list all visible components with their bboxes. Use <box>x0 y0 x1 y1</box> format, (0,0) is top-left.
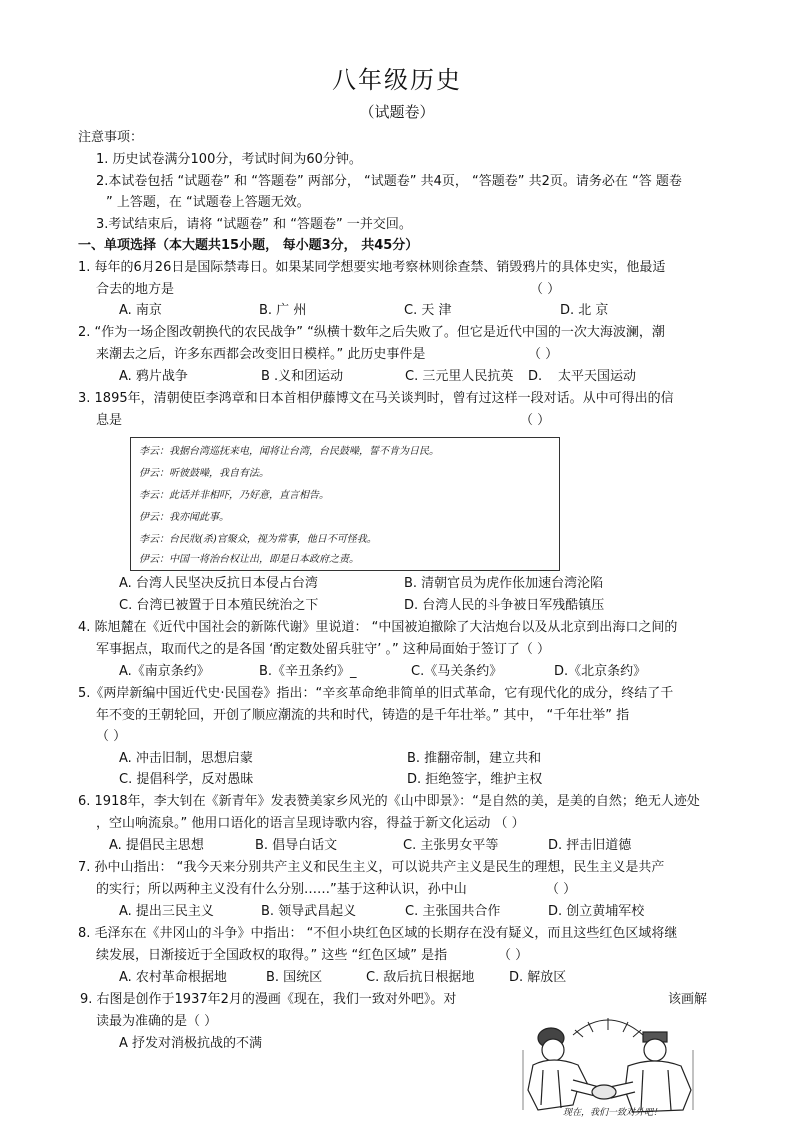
q6-line-2: ，空山响流泉。” 他用口语化的语言呈现诗歌内容，得益于新文化运动 （ ） <box>96 816 525 831</box>
q5-option-b: B. 推翻帝制，建立共和 <box>407 751 542 766</box>
q3-bracket: （ ） <box>520 413 551 428</box>
q1-option-b: B. 广 州 <box>259 303 307 318</box>
q8-option-d: D. 解放区 <box>509 970 567 985</box>
page-subtitle: （试题卷） <box>359 103 435 121</box>
notice-heading: 注意事项： <box>78 130 144 145</box>
q6-line-1: 6. 1918年，李大钊在《新青年》发表赞美家乡风光的《山中即景》：“是自然的美，是美的自然；绝无人迹处 <box>78 794 700 809</box>
q3-line-2: 息是 <box>96 413 123 428</box>
q5-option-c: C. 提倡科学，反对愚昧 <box>119 772 254 787</box>
cartoon-drawing <box>503 1010 713 1120</box>
q3-option-a: A. 台湾人民坚决反抗日本侵占台湾 <box>119 576 318 591</box>
q6-option-c: C. 主张男女平等 <box>403 838 499 853</box>
cartoon-illustration <box>503 1010 713 1120</box>
notice-item-1: 1. 历史试卷满分100分，考试时间为60分钟。 <box>96 152 362 167</box>
q7-option-b: B. 领导武昌起义 <box>261 904 357 919</box>
q2-line-1: 2. “作为一场企图改朝换代的农民战争” “纵横十数年之后失败了。但它是近代中国的一次大海波澜，潮 <box>78 325 665 340</box>
q6-option-d: D. 抨击旧道德 <box>548 838 632 853</box>
q5-line-1: 5.《两岸新编中国近代史·民国卷》指出：“辛亥革命绝非简单的旧式革命，它有现代化的成分，终结了千 <box>78 686 674 701</box>
q8-option-b: B. 国统区 <box>266 970 323 985</box>
q1-line-2: 合去的地方是 <box>96 282 175 297</box>
quote-line: 李云：此话并非相吓，乃好意，直言相告。 <box>139 490 329 501</box>
notice-item-3: 3.考试结束后，请将 “试题卷” 和 “答题卷” 一并交回。 <box>96 217 412 232</box>
q7-option-a: A. 提出三民主义 <box>119 904 214 919</box>
section-heading: 一、单项选择（本大题共15小题， 每小题3分， 共45分） <box>78 238 419 253</box>
q3-line-1: 3. 1895年，清朝使臣李鸿章和日本首相伊藤博文在马关谈判时，曾有过这样一段对话。从中可得出的信 <box>78 391 674 406</box>
q2-option-d-letter: D. <box>528 369 543 384</box>
q5-option-d: D. 拒绝签字，维护主权 <box>407 772 543 787</box>
quote-line: 伊云：听彼鼓噪，我自有法。 <box>139 468 269 479</box>
q4-option-b: B.《辛丑条约》_ <box>259 664 357 679</box>
q9-option-a: A 抒发对消极抗战的不满 <box>119 1036 263 1051</box>
quote-line: 李云：台民戕(杀)官聚众，视为常事，他日不可怪我。 <box>139 534 377 545</box>
q9-line-1: 9. 右图是创作于1937年2月的漫画《现在，我们一致对外吧》。对 <box>80 992 457 1007</box>
cartoon-caption: 现在，我们一致对外吧！ <box>563 1108 663 1118</box>
q8-option-c: C. 敌后抗日根据地 <box>366 970 475 985</box>
q6-option-a: A. 提倡民主思想 <box>109 838 204 853</box>
q5-line-2: 年不变的王朝轮回，开创了顺应潮流的共和时代，铸造的是千年壮举。” 其中， “千年壮举” 指 <box>96 708 630 723</box>
quote-line: 李云：我据台湾巡抚来电，闻将让台湾，台民鼓噪，誓不肯为日民。 <box>139 446 439 457</box>
q4-option-d: D.《北京条约》 <box>554 664 647 679</box>
q2-option-d: 太平天国运动 <box>558 369 637 384</box>
q1-option-a: A. 南京 <box>119 303 162 318</box>
q1-option-c: C. 天 津 <box>404 303 452 318</box>
q7-line-1: 7. 孙中山指出： “我今天来分别共产主义和民生主义，可以说共产主义是民生的理想，民生主义是共产 <box>78 860 665 875</box>
q8-bracket: （ ） <box>498 948 529 963</box>
q9-line-1-right: 该画解 <box>668 992 708 1007</box>
q3-quote-box <box>130 437 560 571</box>
q5-line-3: （ ） <box>96 729 127 744</box>
q1-option-d: D. 北 京 <box>560 303 609 318</box>
q8-line-2: 续发展，日渐接近于全国政权的取得。” 这些 “红色区域” 是指 <box>96 948 448 963</box>
notice-item-2: 2.本试卷包括 “试题卷” 和 “答题卷” 两部分， “试题卷” 共4页， “答题卷” 共2页。请务必在 “答 题卷 <box>96 174 682 189</box>
notice-item-2-cont: ” 上答题，在 “试题卷上答题无效。 <box>106 195 310 210</box>
q7-line-2: 的实行；所以两种主义没有什么分别……”基于这种认识，孙中山 <box>96 882 467 897</box>
q6-option-b: B. 倡导白话文 <box>255 838 338 853</box>
q3-option-d: D. 台湾人民的斗争被日军残酷镇压 <box>404 598 605 613</box>
q7-option-d: D. 创立黄埔军校 <box>548 904 645 919</box>
q4-line-1: 4. 陈旭麓在《近代中国社会的新陈代谢》里说道： “中国被迫撤除了大沽炮台以及从北京到出海口之间的 <box>78 620 678 635</box>
q1-bracket: （ ） <box>530 282 561 297</box>
quote-line: 伊云：我亦闻此事。 <box>139 512 229 523</box>
q7-bracket: （ ） <box>546 882 577 897</box>
q4-option-c: C.《马关条约》 <box>411 664 503 679</box>
q8-option-a: A. 农村革命根据地 <box>119 970 227 985</box>
q9-line-2: 读最为准确的是（ ） <box>96 1014 218 1029</box>
q3-option-c: C. 台湾已被置于日本殖民统治之下 <box>119 598 319 613</box>
q2-option-c: C. 三元里人民抗英 <box>405 369 514 384</box>
q4-line-2: 军事据点，取而代之的是各国 ‘酌定数处留兵驻守’ 。” 这种局面始于签订了（ ） <box>96 642 551 657</box>
page-title: 八年级历史 <box>332 66 462 94</box>
q2-line-2: 来潮去之后，许多东西都会改变旧日模样。” 此历史事件是 <box>96 347 426 362</box>
q7-option-c: C. 主张国共合作 <box>405 904 501 919</box>
q3-option-b: B. 清朝官员为虎作伥加速台湾沦陷 <box>404 576 604 591</box>
q2-bracket: （ ） <box>528 347 559 362</box>
q2-option-a: A. 鸦片战争 <box>119 369 188 384</box>
q2-option-b: B .义和团运动 <box>261 369 344 384</box>
q4-option-a: A.《南京条约》 <box>119 664 210 679</box>
q5-option-a: A. 冲击旧制，思想启蒙 <box>119 751 253 766</box>
q8-line-1: 8. 毛泽东在《井冈山的斗争》中指出： “不但小块红色区域的长期存在没有疑义，而且这些红色区域将继 <box>78 926 678 941</box>
q1-line-1: 1. 每年的6月26日是国际禁毒日。如果某同学想要实地考察林则徐查禁、销毁鸦片的具体史实，他最适 <box>78 260 666 275</box>
quote-line: 伊云：中国一将治台权让出，即是日本政府之责。 <box>139 554 359 565</box>
